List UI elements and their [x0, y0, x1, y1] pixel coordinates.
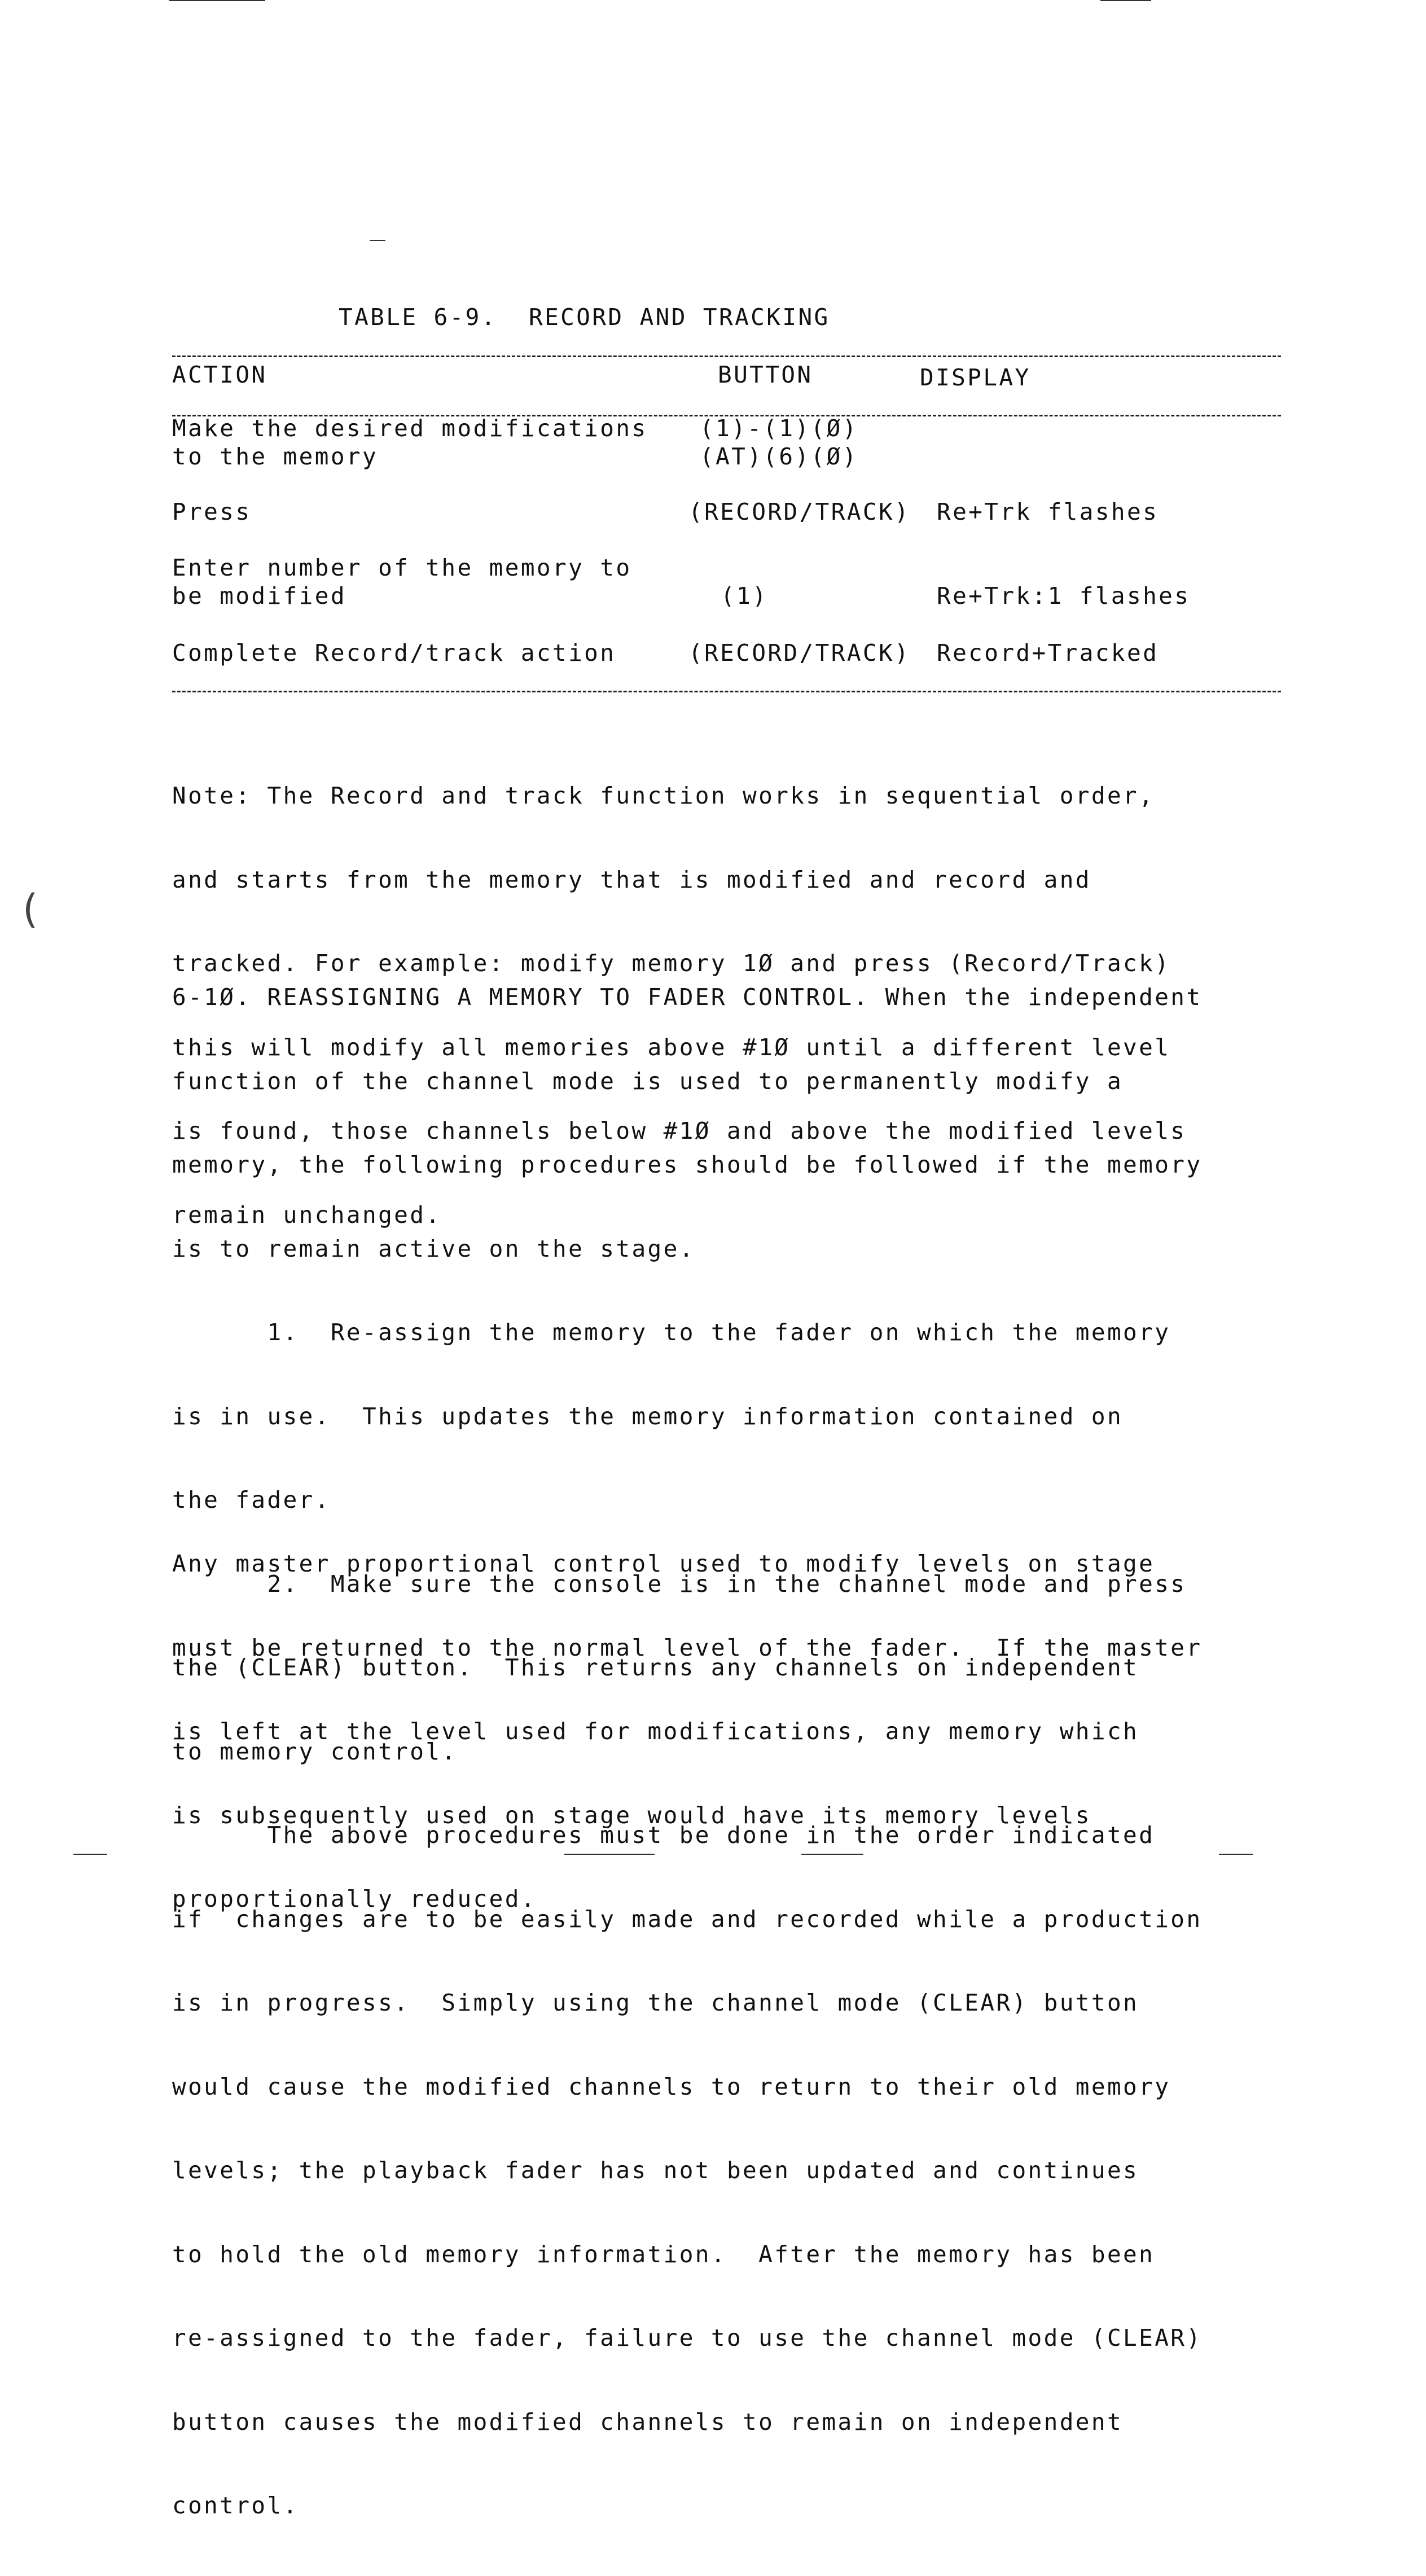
- section-line: to hold the old memory information. After the memory has been: [172, 2240, 1155, 2268]
- row1-button-line1: (1)-(1)(Ø): [700, 415, 858, 442]
- section-line: is in progress. Simply using the channel mode (CLEAR) button: [172, 1989, 1139, 2016]
- section-line: re-assigned to the fader, failure to use the channel mode (CLEAR): [172, 2324, 1203, 2351]
- row1-button-line2: (AT)(6)(Ø): [700, 443, 858, 470]
- row1-action-line2: to the memory: [172, 443, 379, 470]
- header-button: BUTTON: [718, 361, 813, 388]
- scan-artifact: [370, 240, 385, 241]
- section-line: the (CLEAR) button. This returns any channels on independent: [172, 1654, 1139, 1681]
- row3-display: Re+Trk:1 flashes: [937, 582, 1191, 609]
- scan-artifact: [73, 1854, 107, 1855]
- closing-line: Any master proportional control used to modify levels on stage: [172, 1550, 1155, 1577]
- section-line: levels; the playback fader has not been updated and continues: [172, 2157, 1139, 2184]
- table-rule-top: [172, 356, 1281, 357]
- closing-line: is left at the level used for modifications, any memory which: [172, 1718, 1139, 1745]
- row4-display: Record+Tracked: [937, 639, 1159, 666]
- row2-display: Re+Trk flashes: [937, 498, 1159, 525]
- table-title: TABLE 6-9. RECORD AND TRACKING: [339, 304, 830, 331]
- margin-mark: (: [23, 886, 38, 932]
- scan-artifact: [1100, 0, 1151, 1]
- row2-action: Press: [172, 498, 252, 525]
- closing-line: is subsequently used on stage would have its memory levels: [172, 1801, 1091, 1829]
- closing-line: must be returned to the normal level of the fader. If the master: [172, 1634, 1203, 1661]
- note-line: and starts from the memory that is modified and record and: [172, 866, 1091, 893]
- section-line: memory, the following procedures should be followed if the memory: [172, 1151, 1203, 1178]
- section-line: The above procedures must be done in the order indicated: [172, 1822, 1155, 1849]
- header-action: ACTION: [172, 361, 267, 388]
- note-line: remain unchanged.: [172, 1201, 442, 1228]
- section-line: is in use. This updates the memory information contained on: [172, 1402, 1124, 1430]
- note-line: this will modify all memories above #1Ø until a different level: [172, 1033, 1171, 1061]
- section-line: 6-1Ø. REASSIGNING A MEMORY TO FADER CONTROL. When the independent: [172, 984, 1203, 1011]
- section-line: control.: [172, 2492, 299, 2519]
- row3-button: (1): [721, 582, 769, 609]
- note-line: is found, those channels below #1Ø and above the modified levels: [172, 1117, 1187, 1144]
- section-line: the fader.: [172, 1486, 331, 1513]
- section-line: if changes are to be easily made and recorded while a production: [172, 1905, 1203, 1933]
- row3-action-line1: Enter number of the memory to: [172, 554, 632, 581]
- section-line: is to remain active on the stage.: [172, 1235, 695, 1262]
- table-rule-bottom: [172, 691, 1281, 692]
- closing-line: proportionally reduced.: [172, 1885, 537, 1912]
- scan-artifact: [801, 1854, 863, 1855]
- closing-paragraph: [172, 1494, 1202, 1969]
- row3-action-line2: be modified: [172, 582, 346, 609]
- section-line: to memory control.: [172, 1737, 458, 1765]
- row2-button: (RECORD/TRACK): [688, 498, 911, 525]
- note-line: Note: The Record and track function works in sequential order,: [172, 782, 1155, 809]
- section-line: button causes the modified channels to remain on independent: [172, 2408, 1124, 2435]
- header-display: DISPLAY: [920, 364, 1031, 391]
- section-line: 2. Make sure the console is in the channel mode and press: [172, 1570, 1187, 1598]
- note-line: tracked. For example: modify memory 1Ø and press (Record/Track): [172, 950, 1171, 977]
- row1-action-line1: Make the desired modifications: [172, 415, 648, 442]
- section-line: function of the channel mode is used to permanently modify a: [172, 1067, 1124, 1095]
- scan-artifact: [564, 1854, 655, 1855]
- scan-artifact: [1219, 1854, 1253, 1855]
- scan-artifact: [169, 0, 265, 1]
- section-line: 1. Re-assign the memory to the fader on which the memory: [172, 1319, 1171, 1346]
- section-line: would cause the modified channels to return to their old memory: [172, 2073, 1171, 2100]
- row4-action: Complete Record/track action: [172, 639, 616, 666]
- row4-button: (RECORD/TRACK): [688, 639, 911, 666]
